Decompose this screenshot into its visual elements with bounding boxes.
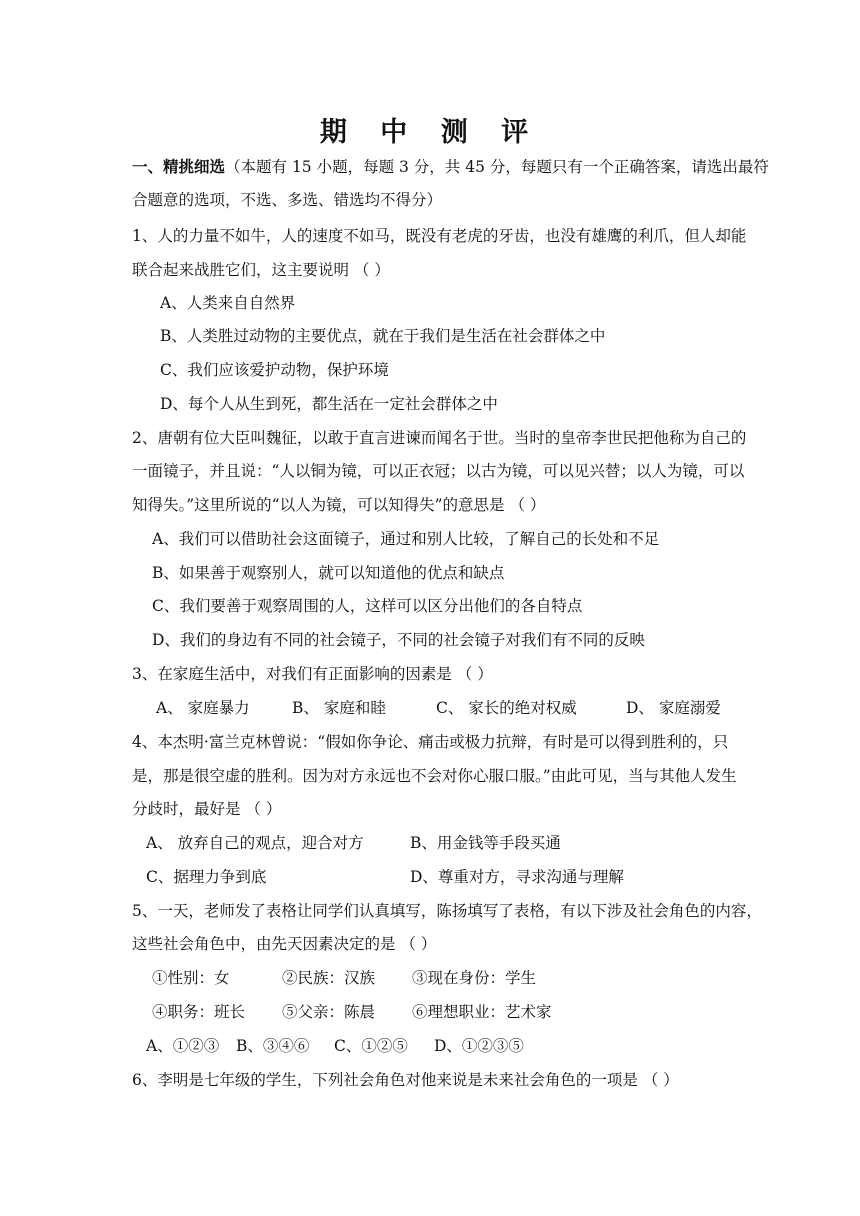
q5-item-4: ④职务：班长 xyxy=(152,1003,246,1021)
q3-option-b: B、 家庭和睦 xyxy=(292,699,386,717)
section-heading: 一、精挑细选 xyxy=(132,157,226,176)
q5-item-1: ①性别：女 xyxy=(152,969,230,987)
q5-item-3: ③现在身份：学生 xyxy=(412,969,537,987)
q1-option-d: D、每个人从生到死，都生活在一定社会群体之中 xyxy=(160,395,498,413)
q1-option-a: A、人类来自自然界 xyxy=(160,294,296,312)
q1-option-b: B、人类胜过动物的主要优点，就在于我们是生活在社会群体之中 xyxy=(160,327,606,345)
q4-stem-line-2: 是，那是很空虚的胜利。因为对方永远也不会对你心服口服。”由此可见，当与其他人发生 xyxy=(132,767,737,785)
q5-stem-line-2: 这些社会角色中，由先天因素决定的是 （ ） xyxy=(132,935,437,953)
q2-stem-line-3: 知得失。”这里所说的“以人为镜，可以知得失”的意思是 （ ） xyxy=(132,496,546,514)
q3-stem: 3、在家庭生活中，对我们有正面影响的因素是 （ ） xyxy=(132,665,493,683)
section-instructions-2: 合题意的选项，不选、多选、错选均不得分） xyxy=(132,191,443,209)
q2-option-b: B、如果善于观察别人，就可以知道他的优点和缺点 xyxy=(152,564,505,582)
q5-stem-line-1: 5、一天，老师发了表格让同学们认真填写，陈扬填写了表格，有以下涉及社会角色的内容， xyxy=(132,902,762,920)
q1-option-c: C、我们应该爱护动物，保护环境 xyxy=(160,361,389,379)
q4-option-d: D、尊重对方，寻求沟通与理解 xyxy=(410,868,624,886)
q2-stem-line-1: 2、唐朝有位大臣叫魏征，以敢于直言进谏而闻名于世。当时的皇帝李世民把他称为自己的 xyxy=(132,429,747,447)
q5-option-b: B、③④⑥ xyxy=(236,1037,310,1055)
q3-option-d: D、 家庭溺爱 xyxy=(626,699,721,717)
q5-item-5: ⑤父亲：陈晨 xyxy=(282,1003,376,1021)
q2-stem-line-2: 一面镜子，并且说：“人以铜为镜，可以正衣冠；以古为镜，可以见兴替；以人为镜，可以 xyxy=(132,462,745,480)
q4-option-c: C、据理力争到底 xyxy=(146,868,267,886)
q5-option-a: A、①②③ xyxy=(146,1037,220,1055)
q4-option-b: B、用金钱等手段买通 xyxy=(410,834,561,852)
q5-option-d: D、①②③⑤ xyxy=(434,1037,524,1055)
q2-option-c: C、我们要善于观察周围的人，这样可以区分出他们的各自特点 xyxy=(152,597,583,615)
q3-option-c: C、 家长的绝对权威 xyxy=(436,699,577,717)
q4-option-a: A、 放弃自己的观点，迎合对方 xyxy=(146,834,364,852)
q6-stem: 6、李明是七年级的学生，下列社会角色对他来说是未来社会角色的一项是 （ ） xyxy=(132,1071,679,1089)
exam-title: 期 中 测 评 xyxy=(319,117,541,148)
section-instructions-1: （本题有 15 小题，每题 3 分，共 45 分，每题只有一个正确答案，请选出最符 xyxy=(225,158,769,176)
q4-stem-line-1: 4、本杰明·富兰克林曾说：“假如你争论、痛击或极力抗辩，有时是可以得到胜利的，只 xyxy=(132,733,729,751)
q5-option-c: C、①②⑤ xyxy=(334,1037,408,1055)
q2-option-d: D、我们的身边有不同的社会镜子，不同的社会镜子对我们有不同的反映 xyxy=(152,631,645,649)
q1-stem-line-2: 联合起来战胜它们，这主要说明 （ ） xyxy=(132,261,390,279)
q2-option-a: A、我们可以借助社会这面镜子，通过和别人比较，了解自己的长处和不足 xyxy=(152,530,660,548)
q5-item-2: ②民族：汉族 xyxy=(282,969,376,987)
q5-item-6: ⑥理想职业：艺术家 xyxy=(412,1003,552,1021)
q3-option-a: A、 家庭暴力 xyxy=(156,699,250,717)
q1-stem-line-1: 1、人的力量不如牛，人的速度不如马，既没有老虎的牙齿，也没有雄鹰的利爪，但人却能 xyxy=(132,227,747,245)
section-instructions-line-1 xyxy=(132,156,769,178)
q4-stem-line-3: 分歧时，最好是 （ ） xyxy=(132,800,282,818)
